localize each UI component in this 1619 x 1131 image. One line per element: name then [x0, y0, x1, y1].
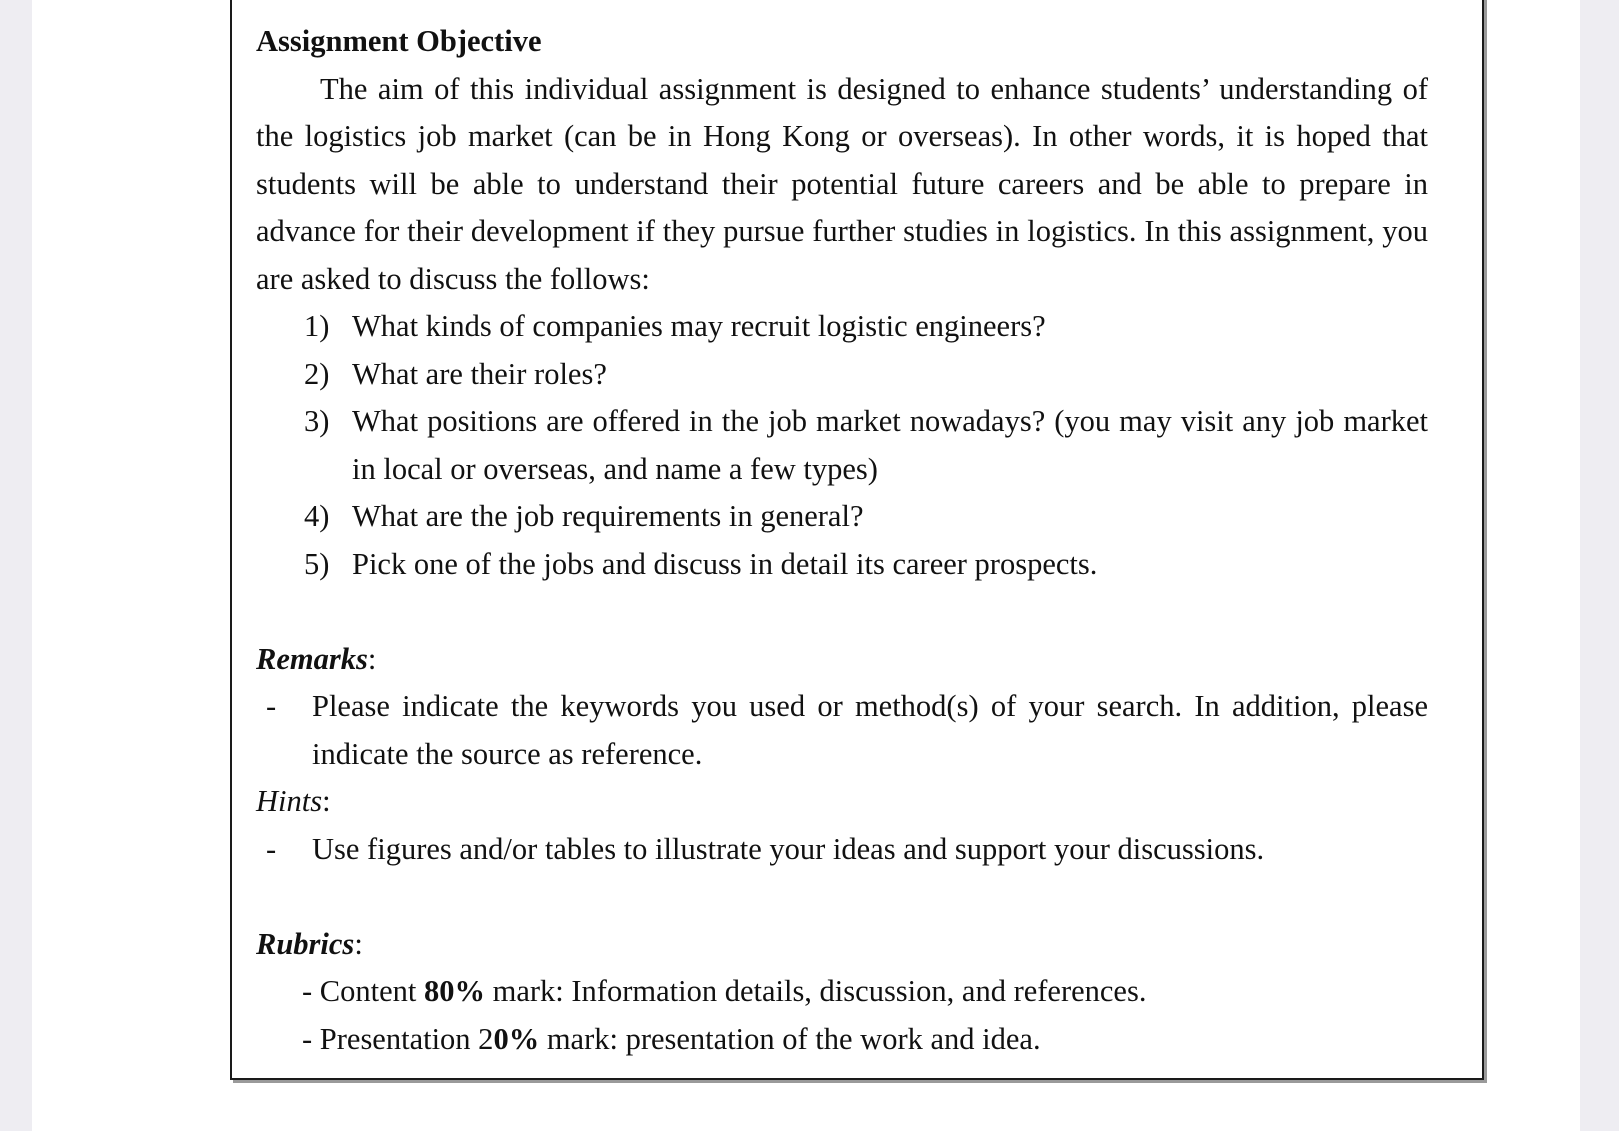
bullet-dash: - — [266, 831, 277, 866]
question-item — [256, 541, 1428, 589]
remarks-item — [256, 683, 1428, 778]
rubric-item-presentation: - Presentation 20% mark: presentation of the work and idea. — [302, 1021, 1041, 1056]
question-list — [256, 303, 1428, 588]
section-spacer — [256, 588, 1428, 636]
intro-paragraph: The aim of this individual assignment is designed to enhance students’ understanding of the logistics job market (can be in Hong Kong or overseas). In other words, it is hoped that students will be able to understand their potential future careers and be able to prepare in advance for their development if they pursue further studies in logistics. In this assignment, you are asked to discuss the follows: — [256, 71, 1428, 296]
document-page — [32, 0, 1580, 1131]
section-spacer — [256, 873, 1428, 921]
question-item — [256, 398, 1428, 493]
hints-label: Hints: — [256, 784, 331, 818]
assignment-content — [256, 18, 1428, 1063]
rubrics-label: Rubrics: — [256, 926, 363, 961]
remarks-text: Please indicate the keywords you used or method(s) of your search. In addition, please indicate the source as reference. — [312, 689, 1428, 771]
assignment-heading: Assignment Objective — [256, 24, 542, 58]
question-number: 5) — [304, 546, 330, 581]
question-number: 1) — [304, 309, 330, 343]
question-number: 3) — [304, 404, 330, 438]
bullet-dash: - — [266, 689, 277, 723]
question-text: What positions are offered in the job market nowadays? (you may visit any job market in local or overseas, and name a few types) — [352, 404, 1428, 486]
question-item — [256, 303, 1428, 351]
hints-item — [256, 826, 1428, 874]
question-number: 4) — [304, 499, 330, 533]
question-text: What are the job requirements in general? — [352, 499, 864, 533]
question-number: 2) — [304, 356, 330, 391]
question-item — [256, 351, 1428, 399]
question-text: What are their roles? — [352, 356, 607, 391]
question-text: What kinds of companies may recruit logistic engineers? — [352, 309, 1046, 343]
rubric-item-content: - Content 80% mark: Information details, discussion, and references. — [302, 974, 1147, 1008]
assignment-box — [230, 0, 1484, 1080]
hints-text: Use figures and/or tables to illustrate your ideas and support your discussions. — [312, 831, 1265, 866]
question-item — [256, 493, 1428, 541]
question-text: Pick one of the jobs and discuss in detail its career prospects. — [352, 546, 1098, 581]
remarks-label: Remarks: — [256, 641, 377, 676]
